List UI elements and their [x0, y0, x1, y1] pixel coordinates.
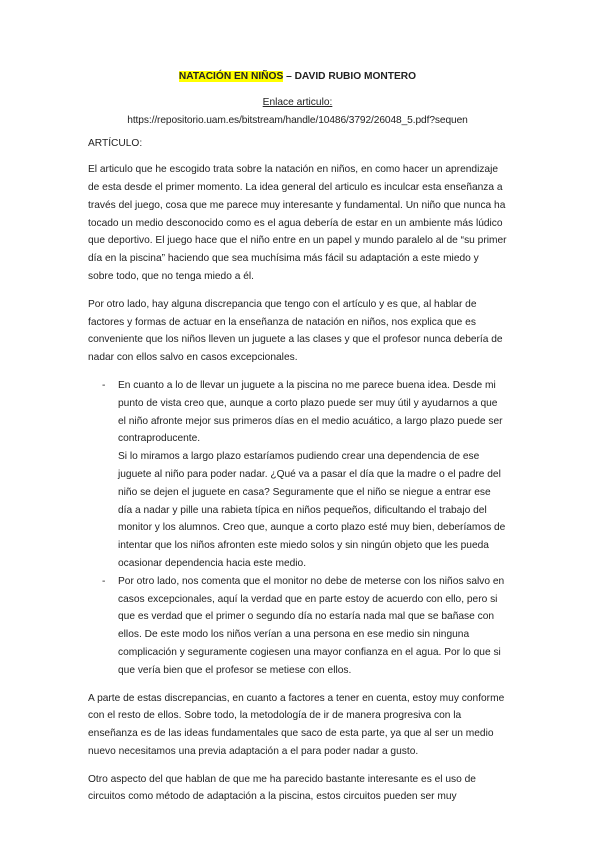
- bullet-list: [88, 377, 507, 680]
- bullet-dash: -: [102, 575, 106, 587]
- title-author: – DAVID RUBIO MONTERO: [283, 71, 417, 82]
- link-label: Enlace articulo:: [262, 96, 333, 108]
- section-label: ARTÍCULO:: [88, 138, 143, 150]
- document-title: [88, 68, 507, 86]
- bullet-item-monitor: [88, 573, 507, 680]
- bullet-text: Por otro lado, nos comenta que el monitor no debe de meterse con los niños salvo en casos excepcionales, aquí la verdad que en parte estoy de acuerdo con ello, pero si que es verdad que el primer o segundo día no estaría nada mal que se bañase con ellos. De este modo los niños verían a una persona en ese medio sin ninguna complicación y seguramente cogiesen una mayor confianza en el agua. Por lo que si que vería bien que el profesor se metiese con ellos.: [118, 575, 505, 676]
- bullet-text: Si lo miramos a largo plazo estaríamos pudiendo crear una dependencia de ese juguete al niño para poder nadar. ¿Qué va a pasar el día que la madre o el padre del niño se dejen el juguete en casa? Seguramente que el niño se niegue a entrar ese día a nadar y pille una rabieta típica en niños pequeños, dificultando el trabajo del monitor y los alumnos. Creo que, aunque a corto plazo esté muy bien, deberíamos de intentar que los niños afronten este miedo solos y sin ningún objeto que les pueda ocasionar dependencia hacia este medio.: [118, 451, 506, 569]
- paragraph-discrepancy: Por otro lado, hay alguna discrepancia que tengo con el artículo y es que, al hablar de factores y formas de actuar en la enseñanza de natación en niños, nos explica que es conveniente que los niños lleven un juguete a las clases y que el profesor nunca debería de nadar con ellos salvo en casos excepcionales.: [88, 298, 503, 364]
- bullet-item-toy: [88, 377, 507, 573]
- bullet-dash: -: [102, 379, 106, 391]
- title-highlight: NATACIÓN EN NIÑOS: [178, 71, 284, 82]
- paragraph-intro: El articulo que he escogido trata sobre la natación en niños, en como hacer un aprendizaje de esta desde el primer momento. La idea general del articulo es inculcar esta enseñanza a través del juego, cosa que me parece muy interesante y fundamental. Un niño que nunca ha tocado un medio desconocido como es el agua debería de estar en un ambiente más lúdico que deportivo. El juego hace que el niño entre en un papel y mundo paralelo al de “su primer día en la piscina” haciendo que sea muchísima más fácil su adaptación a este miedo y sobre todo, que no tenga miedo a él.: [88, 164, 507, 282]
- article-link[interactable]: https://repositorio.uam.es/bitstream/handle/10486/3792/26048_5.pdf?sequen: [127, 114, 468, 126]
- paragraph-circuits: Otro aspecto del que hablan de que me ha parecido bastante interesante es el uso de circuitos como método de adaptación a la piscina, estos circuitos pueden ser muy: [88, 773, 476, 803]
- paragraph-methodology: A parte de estas discrepancias, en cuanto a factores a tener en cuenta, estoy muy conforme con el resto de ellos. Sobre todo, la metodología de ir de manera progresiva con la enseñanza es de las ideas fundamentales que saco de esta parte, ya que al ser un medio nuevo necesitamos una previa adaptación a el para poder nadar a gusto.: [88, 692, 505, 757]
- bullet-text: En cuanto a lo de llevar un juguete a la piscina no me parece buena idea. Desde mi punto de vista creo que, aunque a corto plazo puede ser muy útil y ayudarnos a que el niño afronte mejor sus primeros días en el medio acuático, a largo plazo puede ser contraproducente.: [118, 379, 503, 445]
